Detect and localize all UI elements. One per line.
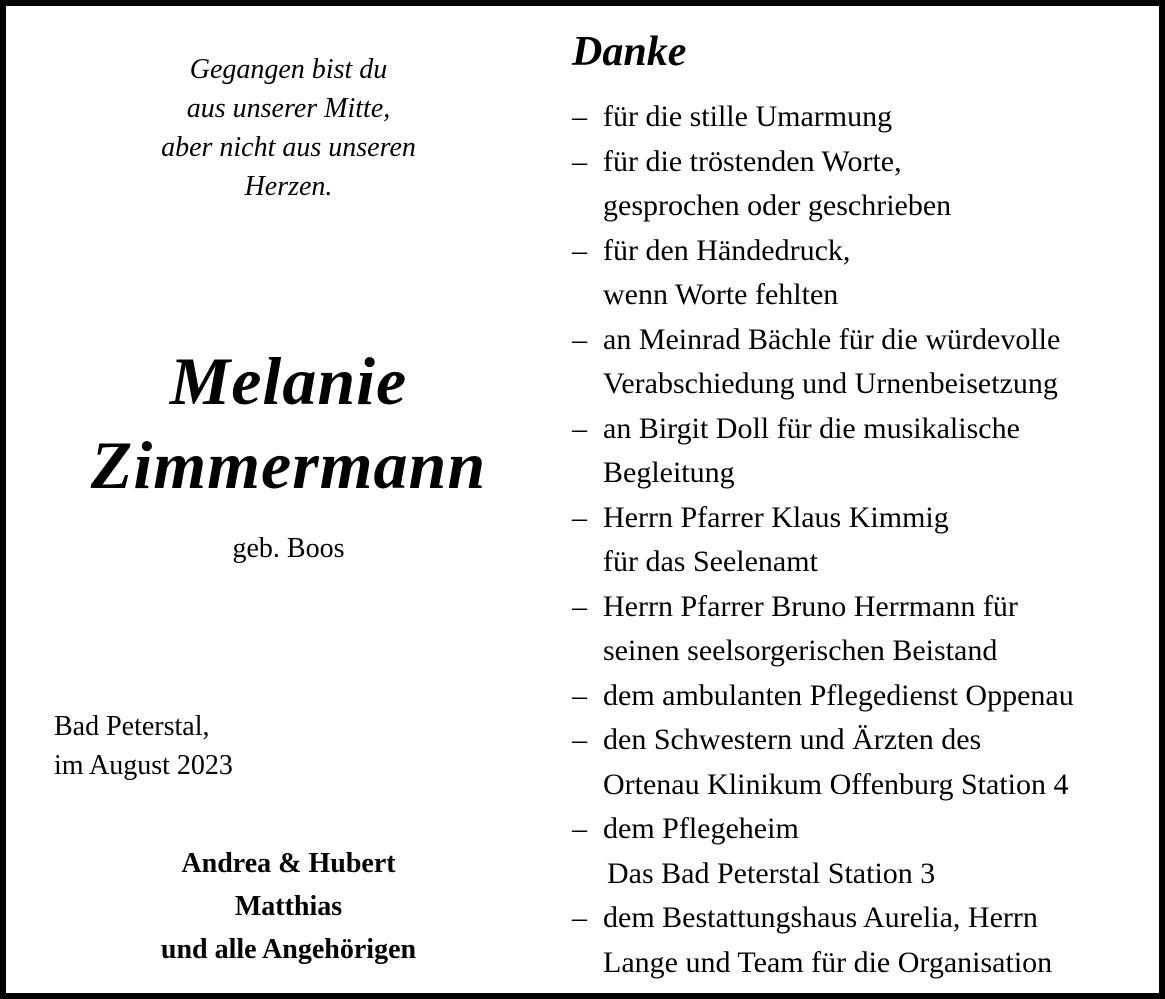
thanks-item-line: wenn Worte fehlten: [603, 278, 839, 311]
signer-line: und alle Angehörigen: [160, 934, 417, 965]
place-and-date: [54, 707, 233, 785]
thanks-item-line: seinen seelsorgerischen Beistand: [603, 634, 998, 667]
signers: [26, 842, 551, 971]
thanks-item-line: Herrn Pfarrer Klaus Kimmig: [603, 500, 949, 534]
verse-line: Herzen.: [244, 171, 333, 202]
thanks-item-line: Lange und Team für die Organisation: [603, 945, 1053, 979]
thanks-item: [572, 674, 1162, 719]
thanks-item-line: an Meinrad Bächle für die würdevolle: [603, 322, 1061, 356]
dash-marker: –: [572, 100, 587, 133]
dash-marker: –: [572, 500, 587, 534]
thanks-item-line: Das Bad Peterstal Station 3: [607, 856, 936, 890]
thanks-item: [572, 229, 1162, 318]
thanks-item: [572, 718, 1162, 807]
thanks-item-line: dem Bestattungshaus Aurelia, Herrn: [603, 901, 1038, 934]
thanks-item: [572, 896, 1162, 985]
dash-marker: –: [572, 322, 587, 356]
thanks-item: [572, 496, 1162, 585]
right-column: [572, 6, 1162, 993]
thanks-item-line: für die tröstenden Worte,: [603, 144, 902, 178]
date-line: im August 2023: [54, 750, 233, 781]
thanks-item-line: Verabschiedung und Urnenbeisetzung: [603, 367, 1058, 400]
thanks-item-line: dem ambulanten Pflegedienst Oppenau: [603, 678, 1074, 712]
dash-marker: –: [572, 233, 587, 267]
signer-line: Andrea & Hubert: [181, 848, 396, 879]
thanks-item: [572, 140, 1162, 229]
maiden-name: geb. Boos: [232, 533, 345, 564]
signer-line: Matthias: [234, 891, 343, 922]
memorial-verse: [26, 50, 551, 206]
thanks-item: [572, 585, 1162, 674]
thanks-item-line: für das Seelenamt: [603, 545, 818, 578]
thanks-item: [572, 318, 1162, 407]
thanks-item-line: für den Händedruck,: [603, 233, 851, 267]
dash-marker: –: [572, 411, 587, 445]
dash-marker: –: [572, 812, 587, 845]
thanks-item-line: den Schwestern und Ärzten des: [603, 723, 982, 756]
thanks-heading: Danke: [572, 29, 687, 75]
deceased-last-name: Zimmermann: [90, 427, 487, 503]
dash-marker: –: [572, 723, 587, 756]
thanks-list: [572, 95, 1162, 985]
place-line: Bad Peterstal,: [54, 711, 210, 742]
thanks-item: [572, 407, 1162, 496]
thanks-item-line: an Birgit Doll für die musikalische: [603, 411, 1020, 445]
left-column: [26, 6, 551, 993]
thanks-item-line: gesprochen oder geschrieben: [603, 189, 952, 222]
dash-marker: –: [572, 589, 587, 623]
thanks-item-line: Begleitung: [603, 456, 735, 489]
dash-marker: –: [572, 144, 587, 178]
dash-marker: –: [572, 901, 587, 934]
thanks-item-line: für die stille Umarmung: [603, 100, 893, 133]
thanks-item-line: Ortenau Klinikum Offenburg Station 4: [603, 767, 1069, 801]
dash-marker: –: [572, 678, 587, 712]
verse-line: aber nicht aus unseren: [161, 132, 416, 163]
thanks-item-line: Herrn Pfarrer Bruno Herrmann für: [603, 589, 1018, 623]
thanks-item-line: dem Pflegeheim: [603, 812, 799, 845]
verse-line: Gegangen bist du: [189, 54, 388, 85]
verse-line: aus unserer Mitte,: [186, 93, 391, 124]
deceased-first-name: Melanie: [169, 343, 408, 419]
thanks-item: [572, 807, 1162, 896]
thanks-item: [572, 95, 1162, 140]
